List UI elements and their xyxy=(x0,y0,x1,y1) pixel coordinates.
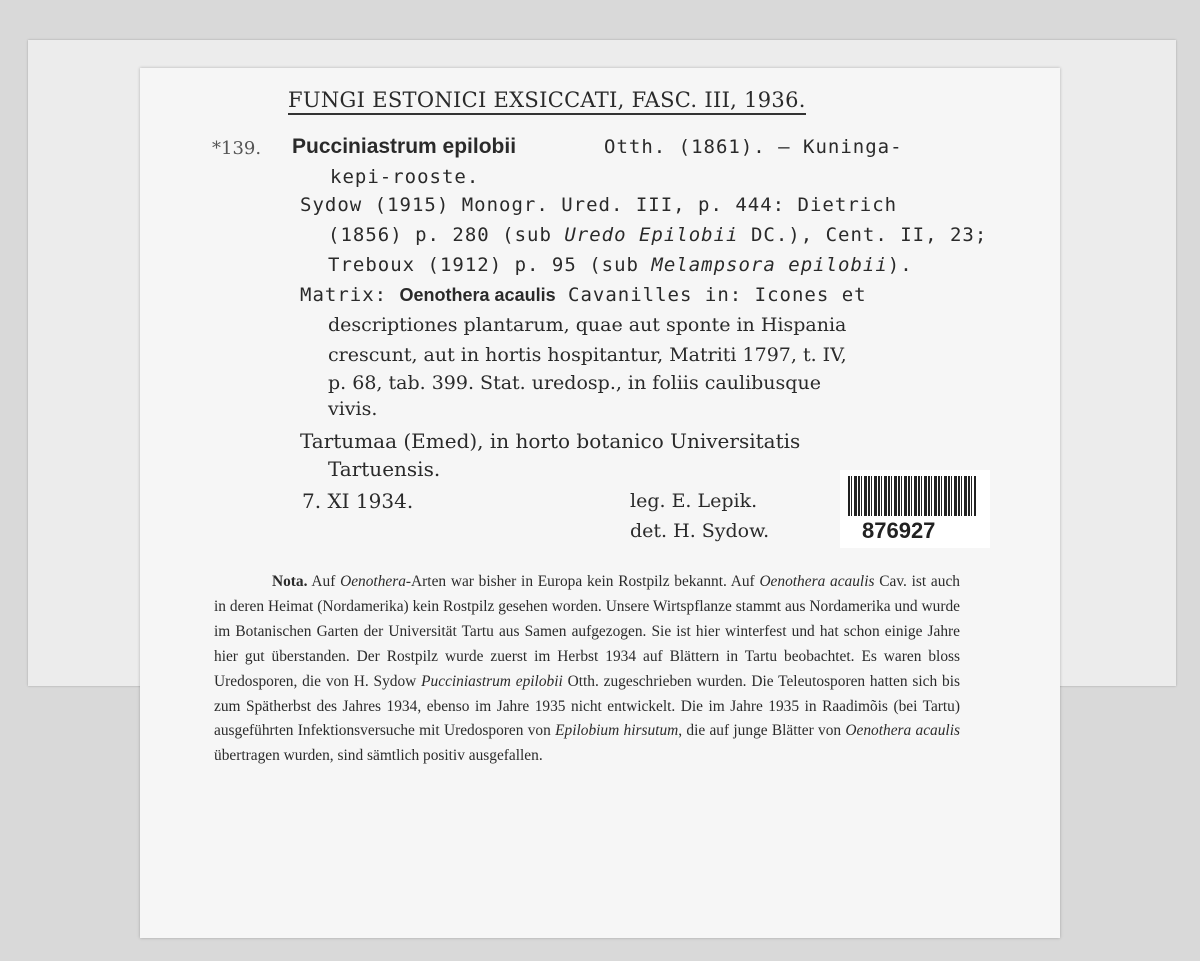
matrix-line-1: Matrix: Oenothera acaulis Cavanilles in: Icones et xyxy=(300,284,867,306)
matrix-line-5: vivis. xyxy=(328,398,378,420)
collection-date: 7. XI 1934. xyxy=(302,489,414,513)
author-line: Otth. (1861). — Kuninga- xyxy=(604,136,903,158)
note-paragraph: Nota. Auf Oenothera-Arten war bisher in Europa kein Rostpilz bekannt. Auf Oenothera acaulis Cav. ist auch in deren Heimat (Nordamerika) kein Rostpilz gesehen worden. Unsere Wirtspflanze stammt aus Nordamerika und wurde im Botanischen Garten der Universität Tartu aus Samen aufgezogen. Sie ist hier winterfest und hat schon einige Jahre hier gut überstanden. Der Rostpilz wurde zuerst im Herbst 1934 auf Blättern in Tartu beobachtet. Es waren bloss Uredosporen, die von H. Sydow Pucciniastrum epilobii Otth. zugeschrieben wurden. Die Teleutosporen hatten sich bis zum Spätherbst des Jahres 1934, ebenso im Jahre 1935 nicht entwickelt. Die im Jahre 1935 in Raadimõis (bei Tartu) ausgeführten Infektionsversuche mit Uredosporen von Epilobium hirsutum, die auf junge Blätter von Oenothera acaulis übertragen wurden, sind sämtlich positiv ausgefallen. xyxy=(214,573,960,765)
collector: leg. E. Lepik. xyxy=(630,490,758,512)
entry-number: *139. xyxy=(212,138,262,159)
locality-line-2: Tartuensis. xyxy=(328,457,441,481)
note-label: Nota. xyxy=(272,573,308,590)
matrix-line-4: p. 68, tab. 399. Stat. uredosp., in foliis caulibusque xyxy=(328,372,821,394)
determiner: det. H. Sydow. xyxy=(630,520,770,542)
reference-line-2: (1856) p. 280 (sub Uredo Epilobii DC.), Cent. II, 23; xyxy=(328,224,988,246)
species-name: Pucciniastrum epilobii xyxy=(292,135,517,158)
reference-line-1: Sydow (1915) Monogr. Ured. III, p. 444: Dietrich xyxy=(300,194,898,216)
reference-line-3: Treboux (1912) p. 95 (sub Melampsora epilobii). xyxy=(328,254,913,276)
locality-line-1: Tartumaa (Emed), in horto botanico Universitatis xyxy=(300,429,801,453)
barcode-label xyxy=(840,470,990,548)
barcode-icon xyxy=(848,476,976,516)
author-cont: kepi-rooste. xyxy=(330,166,480,188)
series-title: FUNGI ESTONICI EXSICCATI, FASC. III, 1936. xyxy=(288,88,806,115)
barcode-number: 876927 xyxy=(862,518,936,543)
matrix-line-3: crescunt, aut in hortis hospitantur, Matriti 1797, t. IV, xyxy=(328,344,847,366)
matrix-line-2: descriptiones plantarum, quae aut sponte in Hispania xyxy=(328,314,847,336)
